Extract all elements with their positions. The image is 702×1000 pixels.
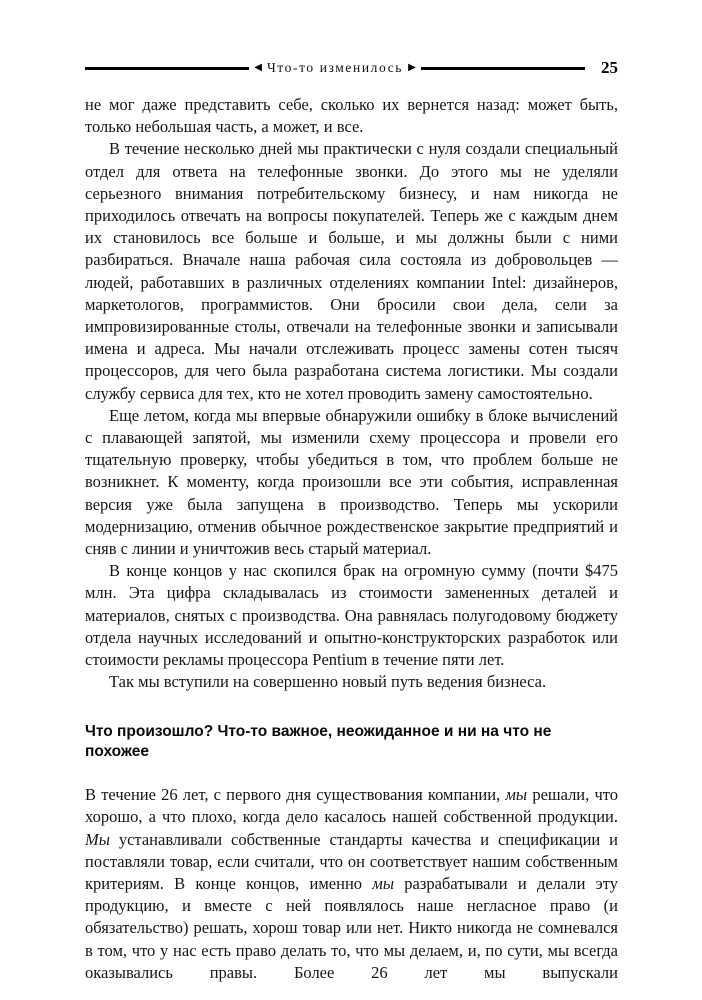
paragraph <box>85 405 618 560</box>
paragraph <box>85 94 618 138</box>
running-title: Что-то изменилось <box>266 60 404 75</box>
header-rule-right <box>421 67 585 70</box>
body-text <box>85 94 618 984</box>
left-triangle-icon: ◀ <box>254 62 262 73</box>
text-segment: Так мы вступили на совершенно новый путь ведения бизнеса. <box>109 672 547 692</box>
section-heading: Что произошло? Что-то важное, неожиданное и ни на что не похожее <box>85 723 552 760</box>
italic-text-segment: Мы <box>85 829 110 849</box>
italic-text-segment: мы <box>505 785 528 805</box>
text-segment: Еще летом, когда мы впервые обнаружили ошибку в блоке вычислений с плавающей запятой, мы изменили схему процессора и провели его тщательную проверку, чтобы убедиться в том, что проблем больше не возникнет. К моменту, когда произошли все эти события, исправленная версия уже была запущена в производство. Теперь мы ускорили модернизацию, отменив обычное рождественское закрытие предприятий и сняв с линии и уничтожив весь старый материал. <box>85 405 618 559</box>
text-segment: устанавливали собственные стандарты качества и спецификации и поставляли товар, если считали, что он соответствует нашим собственным критериям. В конце концов, именно <box>85 829 618 894</box>
text-segment: В конце концов у нас скопился брак на огромную сумму (почти $475 млн. Эта цифра складывалась из стоимости замененных деталей и материалов, снятых с производства. Она равнялась полугодовому бюджету отдела научных исследований и опытно-конструкторских разработок или стоимости рекламы процессора Pentium в течение пяти лет. <box>85 561 618 670</box>
paragraphs-before-heading <box>85 94 618 693</box>
paragraph <box>85 784 618 984</box>
text-segment: В течение 26 лет, с первого дня существования компании, <box>85 785 506 805</box>
text-segment: решали, что хорошо, а что плохо, когда дело касалось нашей собственной продукции. <box>85 785 618 827</box>
paragraph <box>85 560 618 671</box>
page-header <box>85 58 618 78</box>
paragraphs-after-heading <box>85 784 618 984</box>
italic-text-segment: мы <box>372 874 395 894</box>
text-segment: разрабатывали и делали эту продукцию, и вместе с ней появлялось наше негласное право (и обязательство) решать, хорош товар или нет. Никто никогда не сомневался в том, что у нас есть право делать то, что мы делаем, и, по сути, мы всегда оказывались правы. Более 26 лет мы выпускали <box>85 874 619 982</box>
right-triangle-icon: ▶ <box>408 62 416 73</box>
header-rule-left <box>85 67 249 70</box>
paragraph <box>85 138 618 404</box>
paragraph <box>85 671 618 693</box>
text-segment: В течение несколько дней мы практически с нуля создали специальный отдел для ответа на телефонные звонки. До этого мы не уделяли серьезного внимания потребительскому бизнесу, и нам никогда не приходилось отвечать на вопросы покупателей. Теперь же с каждым днем их становилось все больше и больше, и мы должны были с ними разбираться. Вначале наша рабочая сила состояла из добровольцев — людей, работавших в различных отделениях компании Intel: дизайнеров, маркетологов, программистов. Они бросили свои дела, сели за импровизированные столы, отвечали на телефонные звонки и записывали имена и адреса. Мы начали отслеживать процесс замены сотен тысяч процессоров, для чего была разработана система логистики. Мы создали службу сервиса для тех, кто не хотел проводить замену самостоятельно. <box>85 139 618 403</box>
text-segment: не мог даже представить себе, сколько их вернется назад: может быть, только небольшая часть, а может, и все. <box>85 95 618 137</box>
page-number: 25 <box>601 58 618 77</box>
